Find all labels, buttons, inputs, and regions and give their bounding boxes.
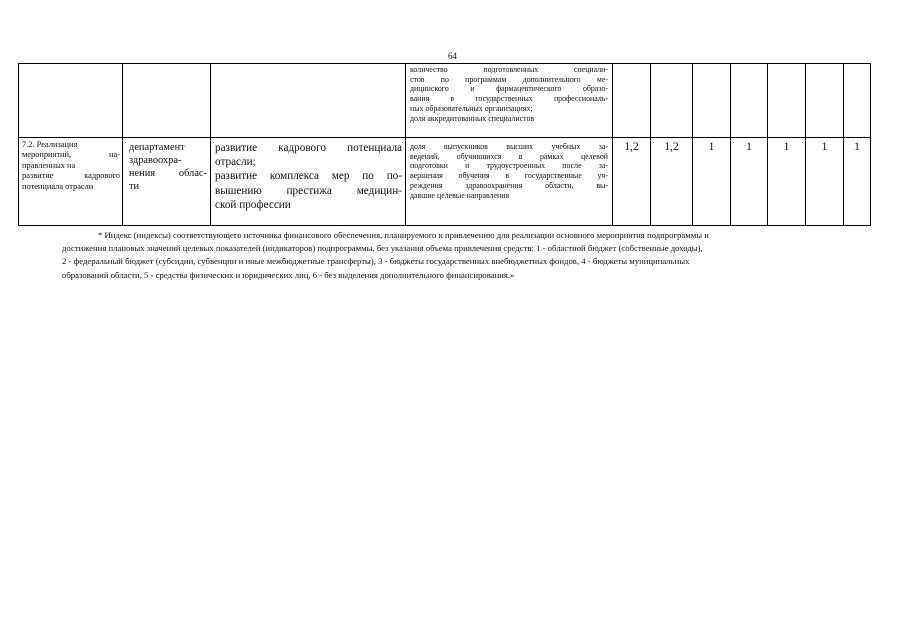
value-cell: 1 (693, 138, 731, 226)
value-cell: 1 (844, 138, 871, 226)
cell-value-empty (693, 64, 731, 138)
activity-line: 7.2. Реализация (22, 140, 78, 149)
result-line: вышению престижа медицин- (215, 184, 402, 197)
indicator-prev-line: дицинского и фармацевтического образо- (410, 84, 608, 94)
footnote-line: 2 - федеральный бюджет (субсидии, субвенции и иные межбюджетные трансферты), 3 - бюджеты государственных внебюджетных фондов, 4 - бюджеты муниципальных (62, 256, 690, 267)
cell-indicator-prev (406, 64, 613, 138)
cell-result-empty (211, 64, 406, 138)
page-number: 64 (448, 51, 457, 61)
activity-line: потенциала отрасли (22, 181, 94, 191)
indicator-line: реждения здравоохранения области, вы- (410, 180, 608, 190)
value-cell: 1 (806, 138, 844, 226)
indicator-line: ведений, обучившихся в рамках целевой (410, 151, 608, 161)
value-cell: 1,2 (651, 138, 693, 226)
cell-indicator (406, 138, 613, 226)
indicator-line: доля выпускников высших учебных за- (410, 142, 608, 151)
activity-line: мероприятий, на- (22, 150, 120, 160)
footnote-line: достижения плановых значений целевых показателей (индикаторов) подпрограммы, без указания объема привлечения средств: 1 - областной бюджет (собственные доходы), (62, 243, 703, 254)
indicator-prev-line: ных образовательных организациях; (410, 103, 533, 113)
cell-value-empty (768, 64, 806, 138)
executor-line: ти (129, 181, 140, 192)
indicator-line: давшие целевые направления (410, 190, 510, 200)
result-line: развитие кадрового потенциала (215, 142, 402, 154)
result-line: ской профессии (215, 198, 291, 211)
result-line: отрасли; (215, 156, 256, 169)
indicator-line: вершения обучения в государственные уч- (410, 171, 608, 181)
value-cell: 1,2 (613, 138, 651, 226)
cell-value-empty (613, 64, 651, 138)
indicator-line: подготовки и трудоустроенных после за- (410, 161, 608, 171)
cell-value-empty (806, 64, 844, 138)
cell-value-empty (844, 64, 871, 138)
cell-value-empty (651, 64, 693, 138)
executor-line: нения облас- (129, 168, 207, 179)
activity-line: правленных на (22, 160, 76, 170)
footnote (62, 229, 862, 282)
cell-activity (19, 138, 123, 226)
cell-activity-empty (19, 64, 123, 138)
executor-line: департамент (129, 142, 185, 153)
indicator-prev-line: доля аккредитованных специалистов (410, 113, 535, 123)
footnote-line: * Индекс (индексы) соответствующего источника финансового обеспечения, планируемого к привлечению для реализации основного мероприятия подпрограммы и (98, 230, 709, 240)
executor-line: здравоохра- (129, 155, 182, 166)
value-cell: 1 (731, 138, 768, 226)
cell-result (211, 138, 406, 226)
indicator-prev-line: вания в государственных профессиональ- (410, 94, 608, 104)
indicator-prev-line: стов по программам дополнительного ме- (410, 74, 608, 84)
table-row-7-2 (19, 138, 871, 226)
cell-executor (123, 138, 211, 226)
activity-line: развитие кадрового (22, 171, 120, 181)
cell-executor-empty (123, 64, 211, 138)
result-line: развитие комплекса мер по по- (215, 170, 402, 183)
indicator-prev-line: количество подготовленных специали- (410, 65, 608, 74)
value-cell: 1 (768, 138, 806, 226)
program-table (18, 63, 871, 226)
cell-value-empty (731, 64, 768, 138)
footnote-line: образований области, 5 - средства физических и юридических лиц, 6 - без выделения дополнительного финансирования.» (62, 269, 515, 280)
table-row-continued (19, 64, 871, 138)
